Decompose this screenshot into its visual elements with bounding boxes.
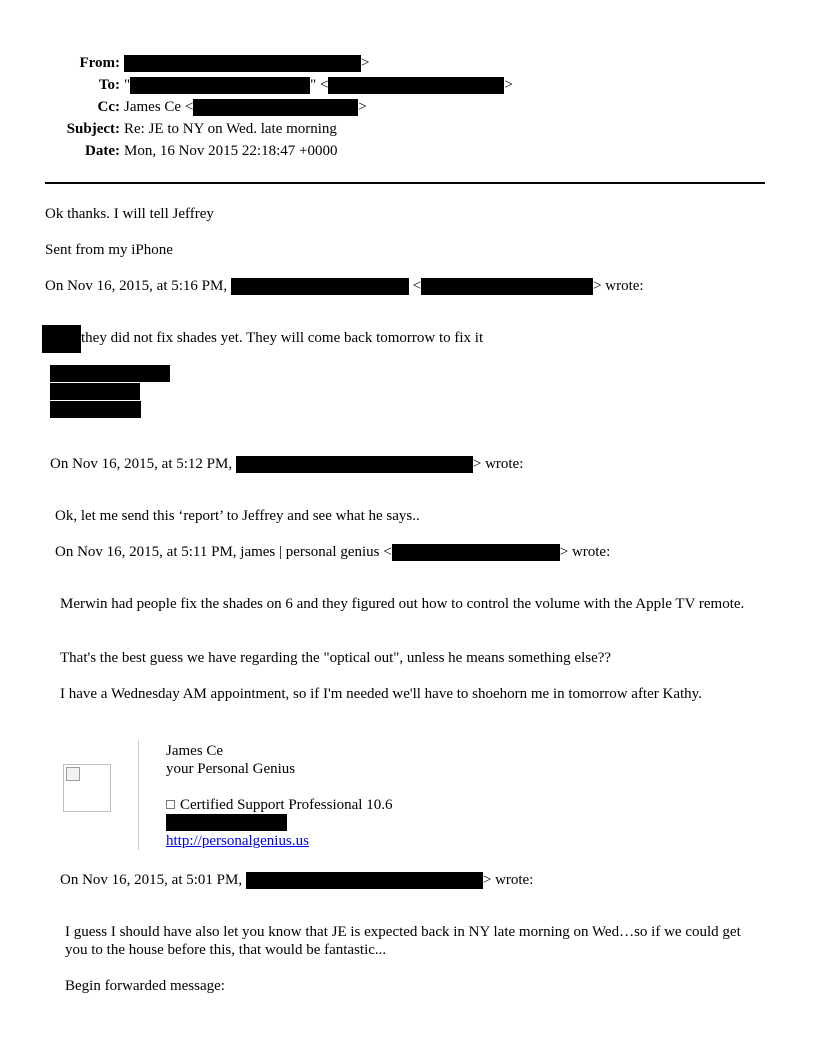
wrote-label: wrote: (571, 544, 611, 560)
certificate-icon (166, 800, 175, 809)
redaction-box (50, 401, 141, 418)
quote3-paragraph-2: That's the best guess we have regarding the "optical out", unless he means something else?? (60, 650, 612, 666)
redaction-box (124, 55, 361, 72)
quote2-text: Ok, let me send this ‘report’ to Jeffrey and see what he says.. (55, 508, 420, 524)
redaction-box (246, 872, 483, 889)
wrote-label: wrote: (605, 278, 644, 294)
signature-divider (138, 740, 139, 850)
wrote-label: wrote: (485, 456, 524, 472)
wrote-label: wrote: (495, 872, 534, 888)
quote3-paragraph-3: I have a Wednesday AM appointment, so if I'm needed we'll have to shoehorn me in tomorrow after Kathy. (60, 686, 702, 702)
signature-cert-text: Certified Support Professional 10.6 (180, 797, 393, 813)
redaction-box (193, 99, 358, 116)
quote1-prefix: On Nov 16, 2015, at 5:16 PM, (45, 278, 228, 294)
signature-link[interactable]: http://personalgenius.us (166, 833, 309, 849)
quote4-prefix: On Nov 16, 2015, at 5:01 PM, (60, 872, 243, 888)
subject-value: Re: JE to NY on Wed. late morning (124, 121, 337, 137)
date-value: Mon, 16 Nov 2015 22:18:47 +0000 (124, 143, 338, 159)
redaction-box (50, 365, 170, 382)
quote1-attribution: On Nov 16, 2015, at 5:16 PM, < > wrote: (45, 278, 644, 294)
quote4-paragraph-2: Begin forwarded message: (65, 978, 225, 994)
from-label: From: (79, 55, 120, 71)
cc-name: James Ce (124, 99, 182, 115)
broken-image-icon (66, 767, 80, 781)
redaction-box (42, 325, 81, 353)
sent-from: Sent from my iPhone (45, 242, 173, 258)
quote1-text: they did not fix shades yet. They will come back tomorrow to fix it (81, 330, 484, 346)
signature-title: your Personal Genius (166, 761, 296, 777)
quote2-attribution: On Nov 16, 2015, at 5:12 PM, > wrote: (50, 456, 524, 472)
quote4-attribution: On Nov 16, 2015, at 5:01 PM, > wrote: (60, 872, 534, 888)
quote3-paragraph-1: Merwin had people fix the shades on 6 and they figured out how to control the volume with the Apple TV remote. (60, 596, 745, 612)
to-label: To: (98, 77, 120, 93)
quote3-attribution: On Nov 16, 2015, at 5:11 PM, james | personal genius < > wrote: (55, 544, 611, 560)
redaction-box (421, 278, 593, 295)
redaction-box (166, 814, 287, 831)
date-label: Date: (85, 143, 120, 159)
signature-image (63, 764, 111, 812)
quote3-prefix: On Nov 16, 2015, at 5:11 PM, james | personal genius (55, 544, 380, 560)
to-value: " " < > (124, 77, 513, 93)
redaction-box (328, 77, 504, 94)
redaction-box (50, 383, 140, 400)
quote4-paragraph-1: I guess I should have also let you know that JE is expected back in NY late morning on Wed…so if we could get you to the house before this, that would be fantastic... (65, 924, 741, 958)
quote2-prefix: On Nov 16, 2015, at 5:12 PM, (50, 456, 233, 472)
header-divider (45, 182, 765, 184)
redaction-box (130, 77, 310, 94)
from-value: > (124, 54, 369, 72)
redaction-box (392, 544, 560, 561)
subject-label: Subject: (66, 121, 120, 137)
cc-value: James Ce < > (124, 99, 367, 115)
redaction-box (236, 456, 473, 473)
signature-cert (166, 796, 392, 814)
signature-name: James Ce (166, 743, 224, 759)
reply-text: Ok thanks. I will tell Jeffrey (45, 206, 214, 222)
redaction-box (231, 278, 409, 295)
cc-label: Cc: (97, 99, 120, 115)
